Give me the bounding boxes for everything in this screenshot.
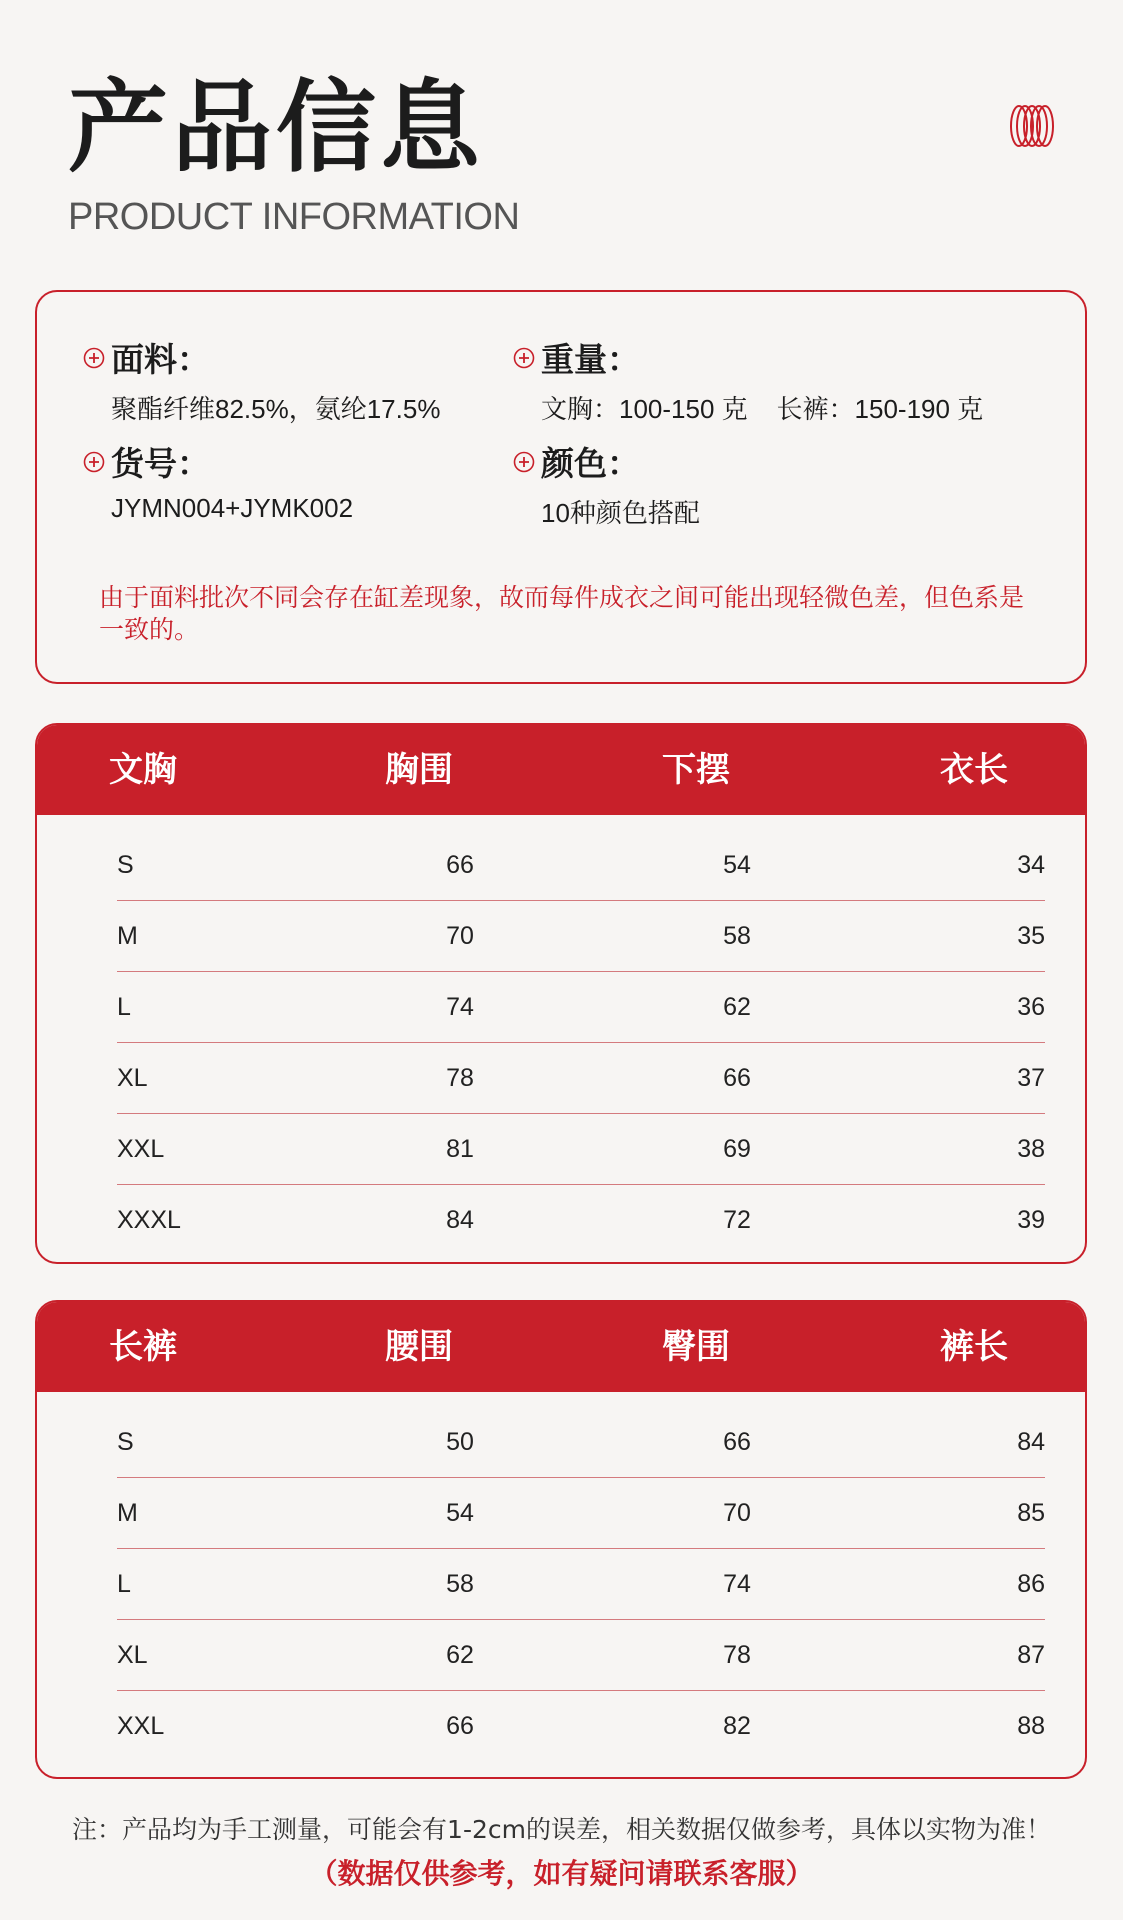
plus-circle-icon	[83, 347, 105, 369]
bra-size-table	[35, 723, 1087, 1264]
table-header	[37, 725, 1085, 815]
value-cell: 50	[446, 1428, 474, 1456]
value-cell: 66	[446, 851, 474, 879]
weight-label: 重量：	[541, 340, 640, 379]
column-header: 胸围	[385, 750, 453, 790]
value-cell: 84	[446, 1206, 474, 1234]
value-cell: 74	[723, 1570, 751, 1598]
size-cell: S	[117, 1428, 134, 1456]
value-cell: 37	[1017, 1064, 1045, 1092]
value-cell: 69	[723, 1135, 751, 1163]
column-header: 文胸	[109, 750, 177, 790]
color-value: 10种颜色搭配	[541, 498, 700, 528]
measurement-note: 注：产品均为手工测量，可能会有1-2cm的误差，相关数据仅做参考，具体以实物为准！	[72, 1815, 1051, 1844]
value-cell: 35	[1017, 922, 1045, 950]
value-cell: 66	[723, 1064, 751, 1092]
value-cell: 39	[1017, 1206, 1045, 1234]
value-cell: 36	[1017, 993, 1045, 1021]
fabric-value: 聚酯纤维82.5%，氨纶17.5%	[111, 394, 441, 424]
item-number-info	[83, 438, 353, 524]
size-cell: M	[117, 922, 138, 950]
size-cell: XXL	[117, 1712, 165, 1740]
table-row	[117, 1113, 1045, 1185]
size-cell: M	[117, 1499, 138, 1527]
product-info-card	[35, 290, 1087, 684]
size-cell: XXL	[117, 1135, 165, 1163]
item-number-label: 货号：	[111, 444, 210, 483]
value-cell: 85	[1017, 1499, 1045, 1527]
size-cell: L	[117, 1570, 131, 1598]
weight-info	[513, 334, 983, 426]
table-row	[117, 1406, 1045, 1478]
value-cell: 78	[723, 1641, 751, 1669]
value-cell: 66	[723, 1428, 751, 1456]
plus-circle-icon	[83, 451, 105, 473]
fabric-label: 面料：	[111, 340, 210, 379]
value-cell: 62	[446, 1641, 474, 1669]
value-cell: 81	[446, 1135, 474, 1163]
column-header: 臀围	[662, 1327, 730, 1367]
table-row	[117, 1690, 1045, 1762]
size-cell: XL	[117, 1641, 148, 1669]
value-cell: 82	[723, 1712, 751, 1740]
table-row	[117, 829, 1045, 901]
value-cell: 54	[446, 1499, 474, 1527]
value-cell: 78	[446, 1064, 474, 1092]
plus-circle-icon	[513, 451, 535, 473]
fabric-info	[83, 334, 440, 426]
page-subtitle: PRODUCT INFORMATION	[68, 196, 520, 238]
table-row	[117, 900, 1045, 972]
color-label: 颜色：	[541, 444, 640, 483]
size-cell: XL	[117, 1064, 148, 1092]
column-header: 裤长	[940, 1327, 1008, 1367]
table-row	[117, 1548, 1045, 1620]
value-cell: 88	[1017, 1712, 1045, 1740]
rings-icon	[1008, 102, 1056, 150]
table-row	[117, 1042, 1045, 1114]
column-header: 长裤	[109, 1327, 177, 1367]
item-number-value: JYMN004+JYMK002	[111, 493, 354, 523]
value-cell: 58	[723, 922, 751, 950]
value-cell: 86	[1017, 1570, 1045, 1598]
value-cell: 54	[723, 851, 751, 879]
size-cell: XXXL	[117, 1206, 181, 1234]
table-row	[117, 1184, 1045, 1256]
size-cell: S	[117, 851, 134, 879]
color-variance-note: 由于面料批次不同会存在缸差现象，故而每件成衣之间可能出现轻微色差，但色系是一致的。	[99, 583, 1025, 644]
color-info	[513, 438, 700, 530]
value-cell: 66	[446, 1712, 474, 1740]
table-row	[117, 1619, 1045, 1691]
value-cell: 84	[1017, 1428, 1045, 1456]
pants-size-table	[35, 1300, 1087, 1779]
value-cell: 58	[446, 1570, 474, 1598]
value-cell: 70	[446, 922, 474, 950]
size-cell: L	[117, 993, 131, 1021]
value-cell: 38	[1017, 1135, 1045, 1163]
value-cell: 87	[1017, 1641, 1045, 1669]
weight-value: 文胸：100-150 克 长裤：150-190 克	[541, 394, 984, 424]
value-cell: 70	[723, 1499, 751, 1527]
plus-circle-icon	[513, 347, 535, 369]
value-cell: 72	[723, 1206, 751, 1234]
table-row	[117, 971, 1045, 1043]
page-header	[68, 69, 520, 239]
column-header: 腰围	[385, 1327, 453, 1367]
column-header: 下摆	[662, 750, 730, 790]
column-header: 衣长	[940, 750, 1008, 790]
table-row	[117, 1477, 1045, 1549]
value-cell: 62	[723, 993, 751, 1021]
table-header	[37, 1302, 1085, 1392]
page-title: 产品信息	[68, 69, 484, 186]
contact-note: （数据仅供参考，如有疑问请联系客服）	[309, 1857, 814, 1890]
value-cell: 74	[446, 993, 474, 1021]
value-cell: 34	[1017, 851, 1045, 879]
